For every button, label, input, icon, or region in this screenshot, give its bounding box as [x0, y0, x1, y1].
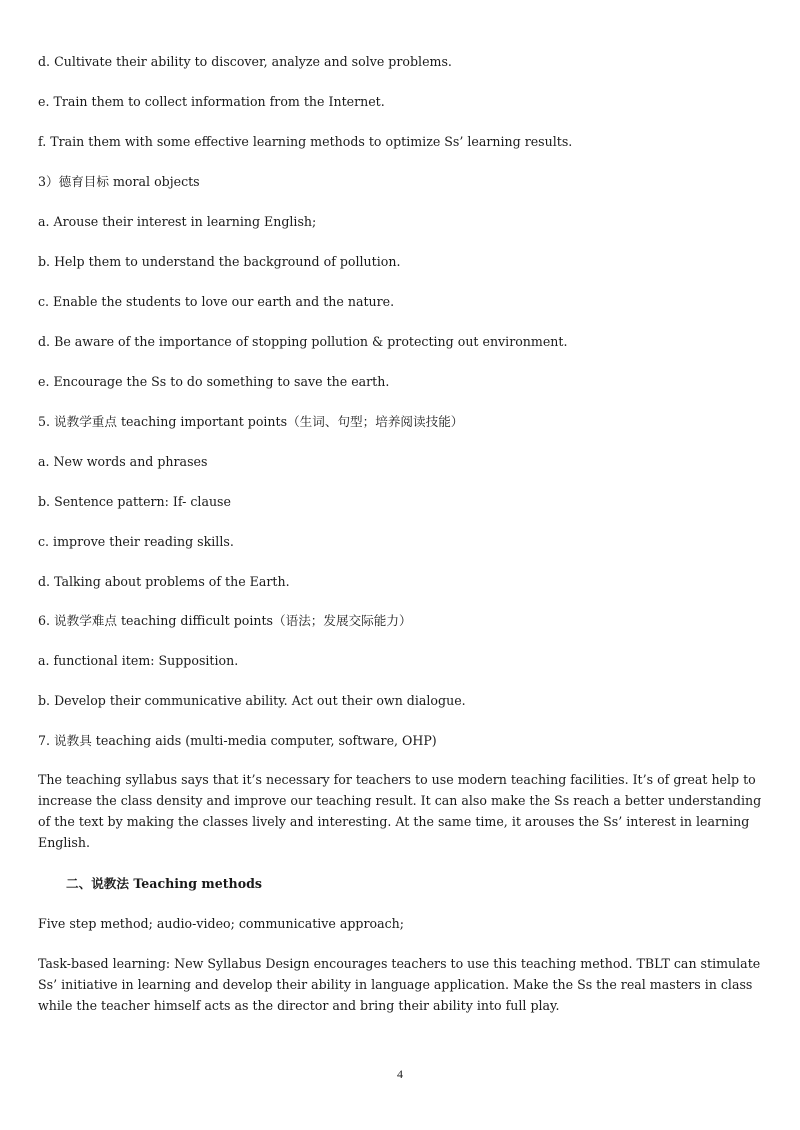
important-point-c: c. improve their reading skills.: [38, 534, 234, 549]
difficult-point-b: b. Develop their communicative ability. Act out their own dialogue.: [38, 693, 466, 708]
task-based-paragraph: Task-based learning: New Syllabus Design encourages teachers to use this teaching method. TBLT can stimulate Ss’ initiative in learning and develop their ability in language application. Make the Ss the real masters in class while the teacher himself acts as the director and bring their ability into full play.: [38, 956, 761, 1013]
moral-item-c: c. Enable the students to love our earth and the nature.: [38, 294, 395, 309]
moral-item-a: a. Arouse their interest in learning English;: [38, 214, 317, 229]
moral-item-b: b. Help them to understand the background of pollution.: [38, 254, 401, 269]
important-point-b: b. Sentence pattern: If- clause: [38, 494, 231, 509]
important-points-heading: 5. 说教学重点 teaching important points（生词、句型；培养阅读技能）: [38, 414, 464, 429]
difficult-points-heading: 6. 说教学难点 teaching difficult points（语法；发展交际能力）: [38, 613, 412, 628]
objective-item-d-cultivate: d. Cultivate their ability to discover, analyze and solve problems.: [38, 54, 452, 69]
moral-item-d: d. Be aware of the importance of stopping pollution & protecting out environment.: [38, 334, 568, 349]
objective-item-f-methods: f. Train them with some effective learning methods to optimize Ss’ learning results.: [38, 134, 573, 149]
moral-item-e: e. Encourage the Ss to do something to save the earth.: [38, 374, 390, 389]
objective-item-e-internet: e. Train them to collect information from the Internet.: [38, 94, 385, 109]
page-number: 4: [397, 1067, 403, 1081]
important-point-d: d. Talking about problems of the Earth.: [38, 574, 290, 589]
moral-objects-heading: 3）德育目标 moral objects: [38, 174, 200, 189]
difficult-point-a: a. functional item: Supposition.: [38, 653, 239, 668]
methods-list-line: Five step method; audio-video; communicative approach;: [38, 916, 405, 931]
syllabus-paragraph: The teaching syllabus says that it’s necessary for teachers to use modern teaching facilities. It’s of great help to increase the class density and improve our teaching result. It can also make the Ss reach a better understanding of the text by making the classes lively and interesting. At the same time, it arouses the Ss’ interest in learning English.: [38, 772, 762, 850]
important-point-a: a. New words and phrases: [38, 454, 208, 469]
teaching-aids-heading: 7. 说教具 teaching aids (multi-media computer, software, OHP): [38, 733, 437, 748]
teaching-methods-heading: 二、说教法 Teaching methods: [66, 876, 263, 891]
